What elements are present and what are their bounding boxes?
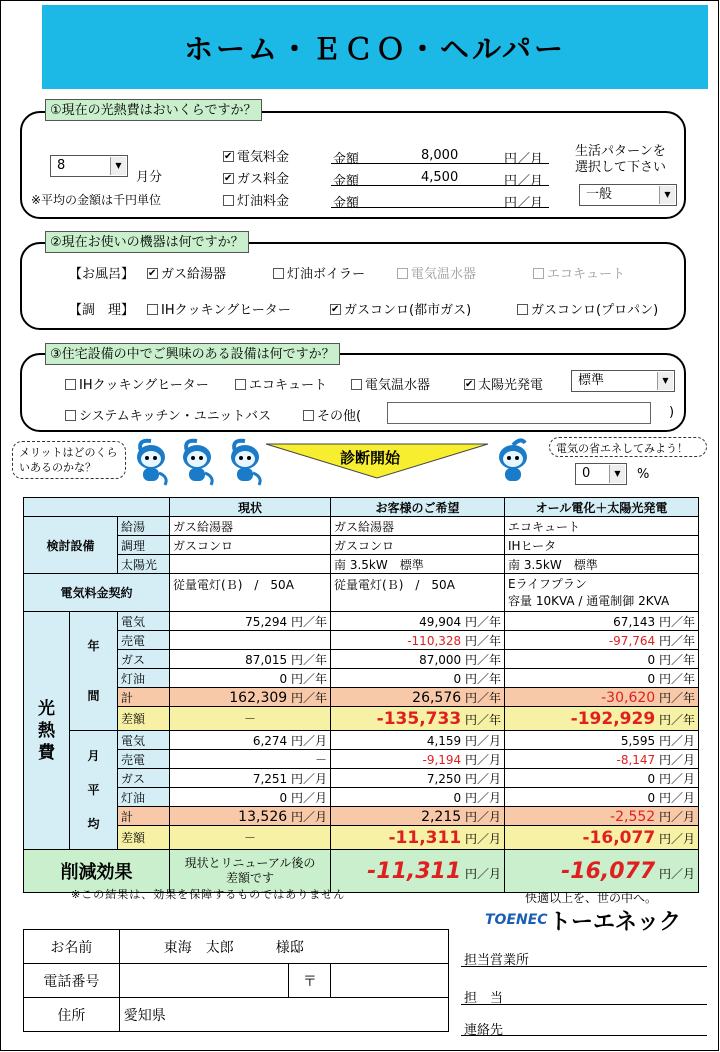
month-total-cell: 13,526 円／月: [170, 807, 331, 826]
month-label-char: 平: [87, 783, 100, 797]
amount-unit-kerosene: 円／月: [504, 196, 544, 211]
year-cell: 49,904 円／年: [331, 612, 505, 631]
company-logo-jp: トーエネック: [549, 910, 682, 935]
year-sub: 差額: [118, 707, 170, 731]
month-cell: -8,147 円／月: [505, 750, 699, 769]
year-total-cell: 26,576 円／年: [331, 688, 505, 707]
year-label-char: 間: [87, 689, 100, 703]
effect-note-line: 現状とリニューアル後の: [184, 856, 316, 870]
month-cell: 4,159 円／月: [331, 731, 505, 750]
fee-electric-option[interactable]: [223, 146, 289, 165]
bath-gas-option[interactable]: [147, 263, 226, 282]
name-suffix: 様邸: [275, 939, 304, 956]
table-row: [24, 669, 699, 688]
name-field[interactable]: [119, 930, 448, 964]
table-row: [24, 612, 699, 631]
q2-label: ②現在お使いの機器は何ですか？: [45, 231, 249, 253]
q1-label: ①現在の光熱費はおいくらですか？: [45, 99, 262, 121]
bath-ecocute-label: エコキュート: [547, 267, 626, 282]
cook-ih-option[interactable]: [147, 299, 291, 318]
year-cell: 0 円／年: [331, 669, 505, 688]
interest-kitchen-option[interactable]: [65, 405, 271, 424]
year-label-char: 年: [87, 639, 100, 653]
year-sub: 灯油: [118, 669, 170, 688]
chevron-down-icon[interactable]: ▼: [609, 465, 625, 483]
phone-field[interactable]: [119, 964, 289, 998]
name-label: お名前: [24, 930, 120, 964]
month-diff-cell: -16,077 円／月: [505, 826, 699, 850]
percent-select-value: 0: [582, 466, 591, 481]
col-header-wish: お客様のご希望: [331, 498, 505, 517]
month-select-value: 8: [57, 158, 66, 173]
year-cell: [170, 631, 331, 650]
equip-cell: ガスコンロ: [331, 536, 505, 555]
checkbox-cook-ih[interactable]: [147, 304, 158, 315]
equip-cell: [170, 555, 331, 574]
effect-cell-wish: -11,311 円／月: [331, 850, 505, 893]
table-row: [24, 517, 699, 536]
amount-electric-input[interactable]: 8,000: [421, 148, 459, 163]
month-cell: 5,595 円／月: [505, 731, 699, 750]
amount-unit-electric: 円／月: [504, 152, 544, 167]
month-diff-cell: －: [170, 826, 331, 850]
fee-gas-option[interactable]: [223, 168, 289, 187]
table-row: [24, 707, 699, 731]
table-row: [24, 574, 699, 612]
month-sub: 差額: [118, 826, 170, 850]
interest-electric-label: 電気温水器: [365, 378, 431, 393]
company-tagline: 快適以上を、世の中へ。: [525, 891, 658, 905]
phone-label: 電話番号: [24, 964, 120, 998]
postal-field[interactable]: [331, 964, 449, 998]
effect-cell-allelectric: -16,077 円／月: [505, 850, 699, 893]
interest-ih-label: IHクッキングヒーター: [79, 378, 209, 393]
pattern-select[interactable]: [579, 184, 677, 206]
equip-sub-2: 太陽光: [118, 555, 170, 574]
equip-cell: 南 3.5kW 標準: [331, 555, 505, 574]
year-cell: 0 円／年: [170, 669, 331, 688]
solar-select-value: 標準: [578, 373, 605, 388]
mascot-right-icon: [491, 437, 535, 487]
equip-cell: ガスコンロ: [170, 536, 331, 555]
month-sub: 電気: [118, 731, 170, 750]
table-row: [24, 731, 699, 750]
year-cell: -110,328 円／年: [331, 631, 505, 650]
month-cell: 0 円／月: [505, 788, 699, 807]
disclaimer: ※この結果は、効果を保障するものではありません: [71, 888, 346, 901]
year-cell: 87,015 円／年: [170, 650, 331, 669]
table-row: [24, 631, 699, 650]
contract-cell: [505, 574, 699, 612]
interest-ecocute-label: エコキュート: [249, 378, 328, 393]
year-diff-cell: -135,733 円／年: [331, 707, 505, 731]
cook-ih-label: IHクッキングヒーター: [161, 303, 291, 318]
year-cell: 0 円／年: [505, 650, 699, 669]
contact-label: 連絡先: [464, 1023, 504, 1038]
pattern-label-2: 選択して下さい: [575, 160, 667, 175]
bath-gas-label: ガス給湯器: [161, 267, 227, 282]
bath-electric-option: [397, 263, 476, 282]
year-diff-cell: －: [170, 707, 331, 731]
table-row: [24, 688, 699, 707]
table-row: [24, 788, 699, 807]
cook-citygas-option[interactable]: [330, 299, 471, 318]
month-label-char: 月: [87, 749, 100, 763]
month-cell: -9,194 円／月: [331, 750, 505, 769]
contract-cell: 従量電灯(Ｂ) / 50A: [170, 574, 331, 612]
q1-note: ※平均の金額は千円単位: [31, 193, 162, 207]
pattern-select-value: 一般: [586, 187, 613, 202]
month-cell: 0 円／月: [170, 788, 331, 807]
year-sub: 電気: [118, 612, 170, 631]
col-header-current: 現状: [170, 498, 331, 517]
checkbox-bath-kerosene[interactable]: [273, 268, 284, 279]
contact-table: [23, 929, 449, 1032]
mascot-left-3-icon: [223, 437, 267, 487]
month-cell: 0 円／月: [331, 788, 505, 807]
month-diff-cell: -11,311 円／月: [331, 826, 505, 850]
equip-cell: IHヒータ: [505, 536, 699, 555]
year-total-cell: -30,620 円／年: [505, 688, 699, 707]
cook-propane-option[interactable]: [517, 299, 658, 318]
equip-cell: ガス給湯器: [331, 517, 505, 536]
mascot-left-1-icon: [129, 437, 173, 487]
month-label-char: 均: [87, 817, 100, 831]
cost-label-char: 熱: [38, 720, 55, 741]
other-close-paren: ): [669, 405, 675, 420]
equip-cell: エコキュート: [505, 517, 699, 536]
checkbox-bath-ecocute: [533, 268, 544, 279]
table-header-blank: [24, 498, 170, 517]
col-header-allelectric: オール電化＋太陽光発電: [505, 498, 699, 517]
contact-row: [24, 930, 449, 964]
percent-select[interactable]: [575, 463, 627, 485]
results-table: [23, 497, 699, 893]
mascot-left-2-icon: [175, 437, 219, 487]
year-diff-cell: -192,929 円／年: [505, 707, 699, 731]
fee-gas-label: ガス料金: [237, 172, 290, 187]
office-label: 担当営業所: [464, 953, 530, 968]
month-sub: 灯油: [118, 788, 170, 807]
cook-propane-label: ガスコンロ(プロパン): [531, 303, 659, 318]
month-sub: ガス: [118, 769, 170, 788]
table-row: [24, 650, 699, 669]
person-label: 担 当: [464, 991, 504, 1006]
year-cell: 87,000 円／年: [331, 650, 505, 669]
month-total-cell: 2,215 円／月: [331, 807, 505, 826]
month-select[interactable]: [50, 155, 128, 177]
checkbox-cook-citygas[interactable]: [330, 304, 341, 315]
bath-ecocute-option: [533, 263, 625, 282]
interest-other-label: その他(: [317, 409, 362, 424]
chevron-down-icon[interactable]: ▼: [659, 186, 675, 204]
fee-kerosene-option[interactable]: [223, 190, 289, 209]
checkbox-gas[interactable]: [223, 173, 234, 184]
bath-kerosene-label: 灯油ボイラー: [287, 267, 366, 282]
month-cell: －: [170, 750, 331, 769]
contract-label: 電気料金契約: [24, 574, 170, 612]
month-total-cell: -2,552 円／月: [505, 807, 699, 826]
amount-unit-gas: 円／月: [504, 174, 544, 189]
checkbox-bath-electric: [397, 268, 408, 279]
amount-label-kerosene: 金額: [333, 196, 360, 211]
table-row: [24, 826, 699, 850]
amount-gas-input[interactable]: 4,500: [421, 170, 459, 185]
month-cell: 6,274 円／月: [170, 731, 331, 750]
postal-mark: 〒: [289, 964, 331, 998]
fee-kerosene-label: 灯油料金: [237, 194, 290, 209]
contact-row: [24, 998, 449, 1032]
cook-label: 【調 理】: [69, 303, 135, 318]
interest-ecocute-option[interactable]: [235, 374, 327, 393]
cost-label-char: 費: [38, 742, 55, 763]
amount-label-electric: 金額: [333, 152, 360, 167]
contract-plan: Eライフプラン: [508, 576, 587, 591]
interest-solar-label: 太陽光発電: [478, 378, 544, 393]
equip-sub-0: 給湯: [118, 517, 170, 536]
year-cell: 0 円／年: [505, 669, 699, 688]
address-label: 住所: [24, 998, 120, 1032]
effect-note-line: 差額です: [226, 871, 275, 885]
bath-electric-label: 電気温水器: [411, 267, 477, 282]
contract-capacity: 容量 10KVA / 通電制御 2KVA: [508, 593, 670, 608]
company-logo-en: TOENEC: [485, 912, 548, 928]
year-cell: 67,143 円／年: [505, 612, 699, 631]
diagnose-button-label[interactable]: 診断開始: [340, 449, 401, 467]
page-title: ホーム・ＥＣＯ・ヘルパー: [184, 31, 566, 66]
checkbox-kerosene[interactable]: [223, 195, 234, 206]
pattern-label-1: 生活パターンを: [575, 144, 666, 159]
cost-label-char: 光: [38, 698, 55, 719]
table-header-row: [24, 498, 699, 517]
checkbox-interest-electric[interactable]: [351, 379, 362, 390]
interest-solar-option[interactable]: [464, 374, 543, 393]
speech-bubble-right: 電気の省エネしてみよう！: [549, 437, 707, 457]
checkbox-interest-ecocute[interactable]: [235, 379, 246, 390]
checkbox-interest-other[interactable]: [303, 410, 314, 421]
month-cell: 0 円／月: [505, 769, 699, 788]
year-sub: 売電: [118, 631, 170, 650]
equip-label: 検討設備: [24, 517, 118, 574]
table-row: [24, 769, 699, 788]
effect-label: 削減効果: [24, 850, 170, 893]
checkbox-bath-gas[interactable]: [147, 268, 158, 279]
table-row: [24, 555, 699, 574]
percent-unit: %: [637, 467, 650, 482]
contact-row: [24, 964, 449, 998]
fee-electric-label: 電気料金: [237, 150, 290, 165]
checkbox-interest-kitchen[interactable]: [65, 410, 76, 421]
year-total-cell: 162,309 円／年: [170, 688, 331, 707]
interest-electric-option[interactable]: [351, 374, 430, 393]
month-sub: 計: [118, 807, 170, 826]
month-label: [70, 731, 118, 850]
year-cell: 75,294 円／年: [170, 612, 331, 631]
year-label: [70, 612, 118, 731]
equip-cell: 南 3.5kW 標準: [505, 555, 699, 574]
interest-ih-option[interactable]: [65, 374, 209, 393]
checkbox-electric[interactable]: [223, 151, 234, 162]
other-text-input[interactable]: [387, 402, 651, 424]
interest-kitchen-label: システムキッチン・ユニットバス: [79, 409, 272, 424]
title-banner: [42, 5, 708, 89]
interest-other-option[interactable]: [303, 405, 361, 424]
checkbox-cook-propane[interactable]: [517, 304, 528, 315]
address-field[interactable]: 愛知県: [119, 998, 448, 1032]
cook-citygas-label: ガスコンロ(都市ガス): [344, 303, 472, 318]
bath-kerosene-option[interactable]: [273, 263, 365, 282]
name-value: 東海 太郎: [163, 939, 234, 956]
checkbox-interest-solar[interactable]: [464, 379, 475, 390]
month-sub: 売電: [118, 750, 170, 769]
checkbox-interest-ih[interactable]: [65, 379, 76, 390]
table-row: [24, 750, 699, 769]
amount-label-gas: 金額: [333, 174, 360, 189]
speech-bubble-left: メリットはどのくら いあるのかな？: [12, 441, 126, 479]
year-sub: 計: [118, 688, 170, 707]
month-unit: 月分: [136, 170, 163, 185]
table-row: [24, 807, 699, 826]
bath-label: 【お風呂】: [69, 267, 135, 282]
chevron-down-icon[interactable]: ▼: [110, 157, 126, 175]
equip-sub-1: 調理: [118, 536, 170, 555]
cost-label: [24, 612, 70, 850]
q3-label: ③住宅設備の中でご興味のある設備は何ですか？: [45, 343, 340, 365]
year-sub: ガス: [118, 650, 170, 669]
table-row: [24, 536, 699, 555]
contract-cell: 従量電灯(Ｂ) / 50A: [331, 574, 505, 612]
year-cell: -97,764 円／年: [505, 631, 699, 650]
equip-cell: ガス給湯器: [170, 517, 331, 536]
solar-select[interactable]: [571, 370, 675, 392]
chevron-down-icon[interactable]: ▼: [657, 372, 673, 390]
month-cell: 7,250 円／月: [331, 769, 505, 788]
month-cell: 7,251 円／月: [170, 769, 331, 788]
